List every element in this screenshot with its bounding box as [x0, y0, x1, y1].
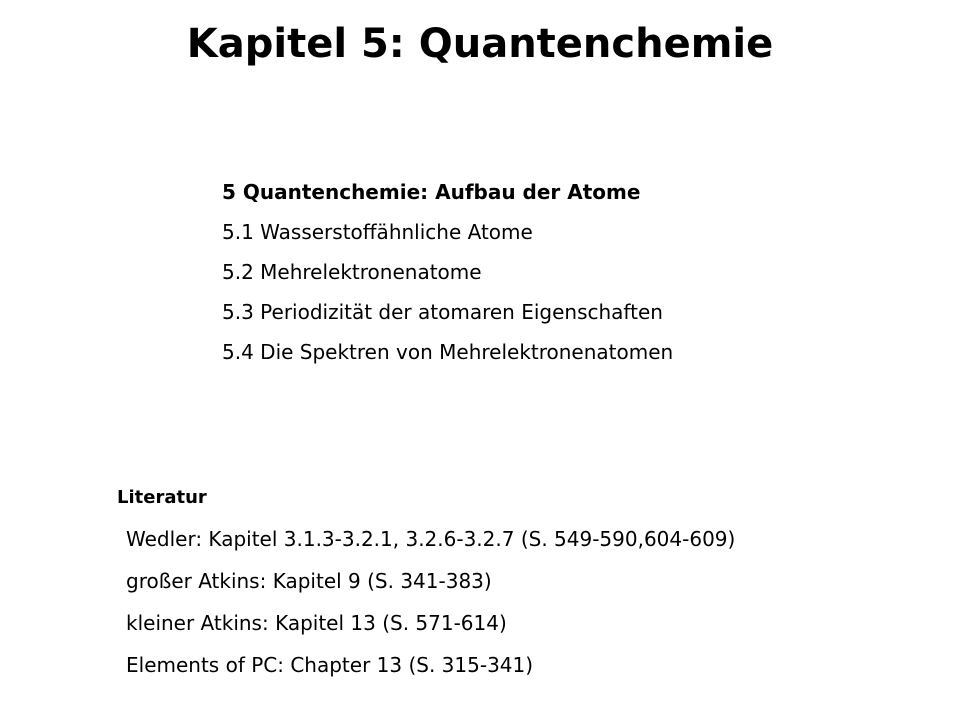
literature-item-kleiner-atkins: kleiner Atkins: Kapitel 13 (S. 571-614): [126, 611, 507, 635]
contents-item-5-4: 5.4 Die Spektren von Mehrelektronenatomen: [222, 340, 674, 364]
literature-section: [117, 478, 937, 686]
contents-item-5-3: 5.3 Periodizität der atomaren Eigenschaften: [222, 300, 663, 324]
chapter-contents: [222, 172, 922, 372]
contents-item-5-2: 5.2 Mehrelektronenatome: [222, 260, 482, 284]
slide-title: Kapitel 5: Quantenchemie: [186, 21, 774, 67]
literature-item-wedler: Wedler: Kapitel 3.1.3-3.2.1, 3.2.6-3.2.7 (S. 549-590,604-609): [126, 527, 736, 551]
literature-heading: Literatur: [117, 487, 207, 508]
contents-item-5-1: 5.1 Wasserstoffähnliche Atome: [222, 220, 533, 244]
contents-heading: 5 Quantenchemie: Aufbau der Atome: [222, 180, 641, 204]
literature-item-grosser-atkins: großer Atkins: Kapitel 9 (S. 341-383): [126, 569, 492, 593]
literature-item-elements-of-pc: Elements of PC: Chapter 13 (S. 315-341): [126, 653, 534, 677]
